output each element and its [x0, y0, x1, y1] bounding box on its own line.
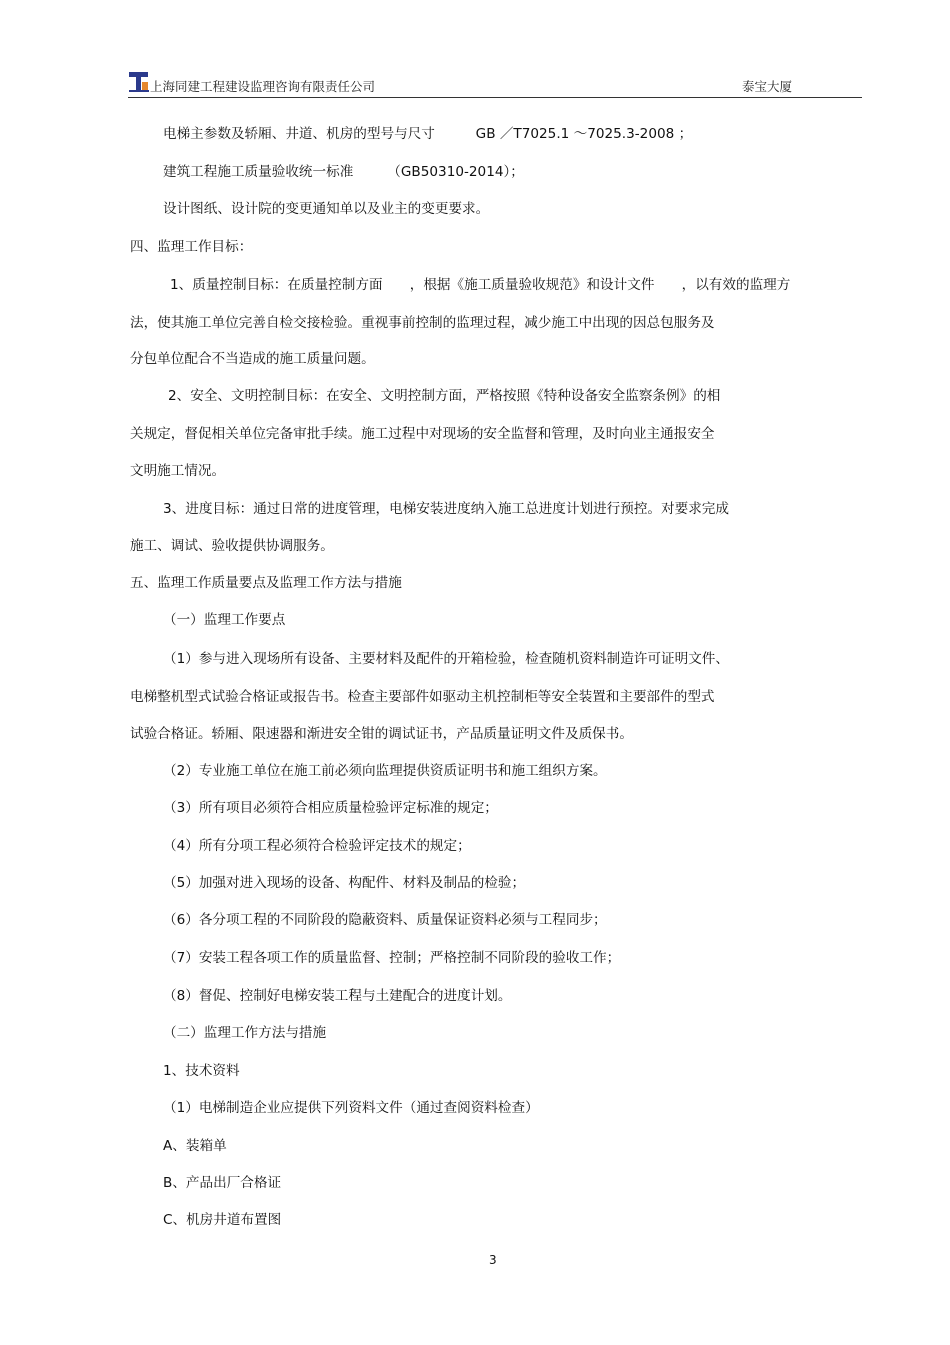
section-heading: 四、监理工作目标：: [130, 239, 253, 255]
subsection-heading: （二）监理工作方法与措施: [163, 1025, 327, 1041]
text-line: 设计图纸、设计院的变更通知单以及业主的变更要求。: [163, 201, 490, 217]
company-name: 上海同建工程建设监理咨询有限责任公司: [150, 79, 376, 94]
company-logo-icon: [129, 72, 149, 92]
text-line: 关规定，督促相关单位完备审批手续。施工过程中对现场的安全监督和管理，及时向业主通报安全: [130, 426, 715, 442]
text-line: 1、质量控制目标：在质量控制方面 ，根据《施工质量验收规范》和设计文件 ，以有效的监理方: [170, 277, 791, 293]
list-item: （7）安装工程各项工作的质量监督、控制；严格控制不同阶段的验收工作；: [163, 950, 621, 966]
list-item: （5）加强对进入现场的设备、构配件、材料及制品的检验；: [163, 875, 526, 891]
list-item: （8）督促、控制好电梯安装工程与土建配合的进度计划。: [163, 988, 512, 1004]
text-line: 法，使其施工单位完善自检交接检验。重视事前控制的监理过程，减少施工中出现的因总包服务及: [130, 315, 715, 331]
list-item: （6）各分项工程的不同阶段的隐蔽资料、质量保证资料必须与工程同步；: [163, 912, 607, 928]
text-line: 分包单位配合不当造成的施工质量问题。: [130, 351, 375, 367]
list-item: A、装箱单: [163, 1138, 227, 1154]
subsection-heading: （一）监理工作要点: [163, 612, 286, 628]
text-line: 3、进度目标：通过日常的进度管理，电梯安装进度纳入施工总进度计划进行预控。对要求完成: [163, 501, 729, 517]
text-line: 电梯整机型式试验合格证或报告书。检查主要部件如驱动主机控制柜等安全装置和主要部件的型式: [130, 689, 715, 705]
text-line: 文明施工情况。: [130, 463, 226, 479]
list-item: （1）电梯制造企业应提供下列资料文件（通过查阅资料检查）: [163, 1100, 539, 1116]
list-item: （4）所有分项工程必须符合检验评定技术的规定；: [163, 838, 471, 854]
list-item: 1、技术资料: [163, 1063, 240, 1079]
text-line: 施工、调试、验收提供协调服务。: [130, 538, 334, 554]
text-line: 电梯主参数及轿厢、井道、机房的型号与尺寸 GB ／T7025.1 ～7025.3-2008 ；: [163, 126, 693, 142]
text-line: 2、安全、文明控制目标：在安全、文明控制方面，严格按照《特种设备安全监察条例》的相: [168, 388, 721, 404]
text-line: 建筑工程施工质量验收统一标准 （GB50310-2014）；: [163, 164, 524, 180]
text-line: 试验合格证。轿厢、限速器和渐进安全钳的调试证书，产品质量证明文件及质保书。: [130, 726, 633, 742]
list-item: C、机房井道布置图: [163, 1212, 282, 1228]
text-line: （1）参与进入现场所有设备、主要材料及配件的开箱检验，检查随机资料制造许可证明文件、: [163, 651, 729, 667]
list-item: （3）所有项目必须符合相应质量检验评定标准的规定；: [163, 800, 498, 816]
section-heading: 五、监理工作质量要点及监理工作方法与措施: [130, 575, 402, 591]
page-header: [128, 70, 862, 98]
building-name: 泰宝大厦: [741, 79, 792, 94]
list-item: （2）专业施工单位在施工前必须向监理提供资质证明书和施工组织方案。: [163, 763, 607, 779]
list-item: B、产品出厂合格证: [163, 1175, 282, 1191]
page-number: 3: [489, 1253, 497, 1267]
